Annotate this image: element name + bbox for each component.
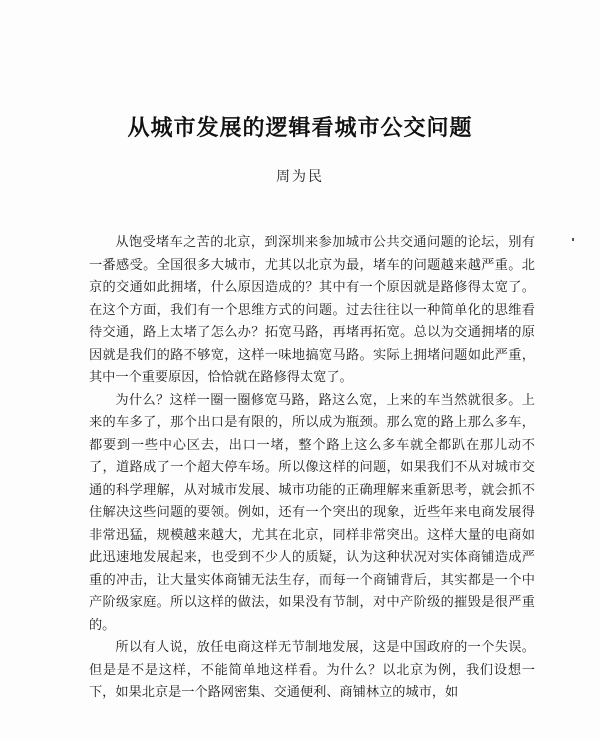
paragraph-1: 从饱受堵车之苦的北京，到深圳来参加城市公共交通问题的论坛，别有一番感受。全国很多大城市，尤其以北京为最，堵车的问题越来越严重。北京的交通如此拥堵，什么原因造成的？其中有一个原因就是路修得太宽了。在这个方面，我们有一个思维方式的问题。过去往往以一种简单化的思维看待交通，路上太堵了怎么办？拓宽马路，再堵再拓宽。总以为交通拥堵的原因就是我们的路不够宽，这样一味地搞宽马路。实际上拥堵问题如此严重，其中一个重要原因，恰恰就在路修得太宽了。: [89, 235, 535, 385]
paragraph-2: 为什么？这样一圈一圈修宽马路，路这么宽，上来的车当然就很多。上来的车多了，那个出口是有限的，所以成为瓶颈。那么宽的路上那么多车，都要到一些中心区去，出口一堵，整个路上这么多车就全都趴在那儿动不了，道路成了一个超大停车场。所以像这样的问题，如果我们不从对城市交通的科学理解，从对城市发展、城市功能的正确理解来重新思考，就会抓不住解决这些问题的要领。例如，还有一个突出的现象，近些年来电商发展得非常迅猛，规模越来越大，尤其在北京，同样非常突出。这样大量的电商如此迅速地发展起来，也受到不少人的质疑，认为这种状况对实体商铺造成严重的冲击，让大量实体商铺无法生存，而每一个商铺背后，其实都是一个中产阶级家庭。所以这样的做法，如果没有节制，对中产阶级的摧毁是很严重的。: [89, 392, 535, 633]
page-title: 从城市发展的逻辑看城市公交问题: [127, 115, 473, 141]
scan-speck: [572, 238, 574, 241]
article-body: [89, 232, 535, 705]
paragraph-3: 所以有人说，放任电商这样无节制地发展，这是中国政府的一个失误。但是是不是这样，不能简单地这样看。为什么？以北京为例，我们设想一下，如果北京是一个路网密集、交通便利、商铺林立的城市，如: [89, 640, 535, 700]
author-name: 周为民: [276, 169, 324, 185]
